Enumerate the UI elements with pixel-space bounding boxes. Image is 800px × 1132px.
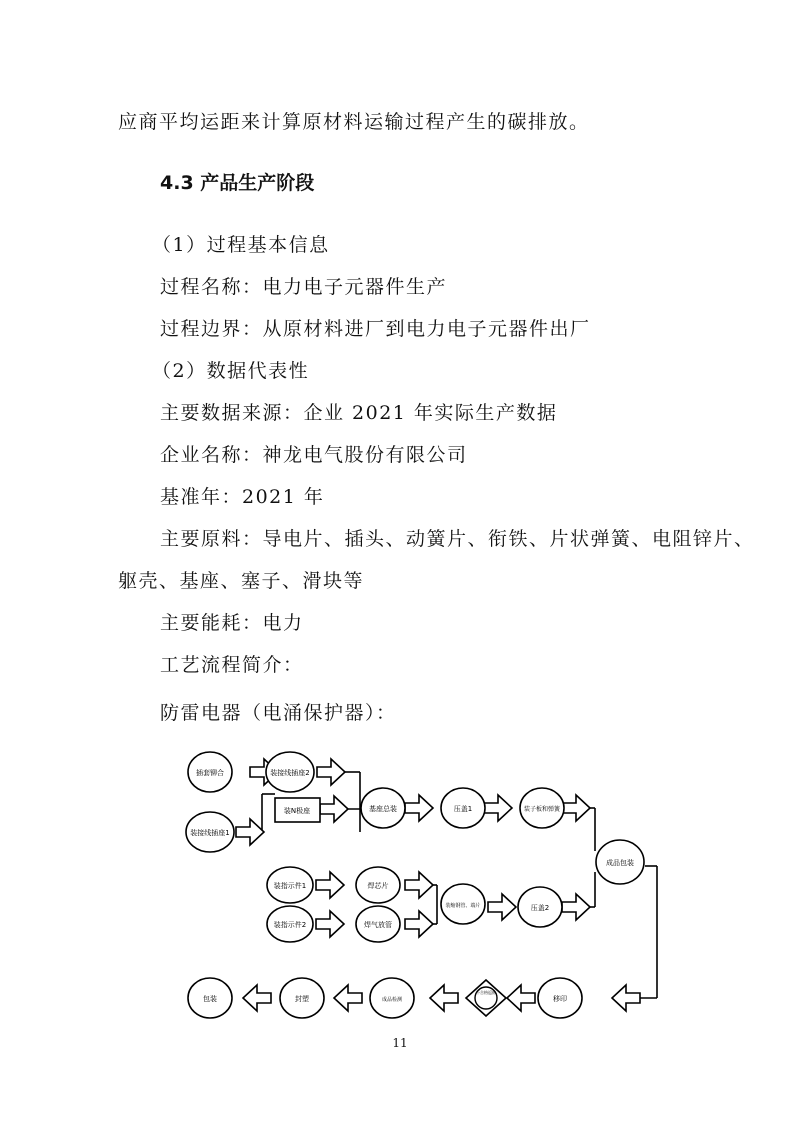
flow-node-n16 <box>466 980 506 1016</box>
flow-label-n10: 装指示件2 <box>273 921 307 929</box>
paragraph-1: 应商平均运距来计算原材料运输过程产生的碳排放。 <box>118 111 590 133</box>
flow-label-n12: 焊气放管 <box>364 921 392 929</box>
flow-label-n4: 装N极座 <box>283 807 311 815</box>
flow-label-n17: 成品检测 <box>381 997 403 1003</box>
paragraph-12: 主要能耗：电力 <box>160 612 304 634</box>
paragraph-7: 主要数据来源：企业 2021 年实际生产数据 <box>160 402 558 424</box>
paragraph-9: 基准年：2021 年 <box>160 486 325 508</box>
flow-label-n1: 插套铆合 <box>196 769 224 777</box>
section-heading: 4.3 产品生产阶段 <box>160 172 315 194</box>
flow-label-n15: 移印 <box>553 995 567 1003</box>
paragraph-5: 过程边界：从原材料进厂到电力电子元器件出厂 <box>160 318 591 340</box>
paragraph-13: 工艺流程简介： <box>160 654 304 676</box>
flow-label-n9: 装指示件1 <box>273 882 307 890</box>
paragraph-8: 企业名称：神龙电气股份有限公司 <box>160 444 468 466</box>
flow-label-n7: 装子板和弹簧 <box>523 806 561 813</box>
flow-label-n18: 封塑 <box>295 995 309 1003</box>
flow-label-n3: 装接线插座1 <box>190 829 230 837</box>
flow-label-n2: 装接线插座2 <box>270 769 310 777</box>
paragraph-6: （2）数据代表性 <box>152 360 310 382</box>
flow-label-n5: 基座总装 <box>369 805 397 813</box>
paragraph-3: （1）过程基本信息 <box>152 234 330 256</box>
paragraph-11: 躯壳、基座、塞子、滑块等 <box>118 570 365 592</box>
paragraph-4: 过程名称：电力电子元器件生产 <box>160 276 448 298</box>
flow-label-n8: 成品包装 <box>606 859 634 867</box>
flow-label-n14: 压盖2 <box>530 904 550 912</box>
page-number: 11 <box>392 1036 408 1050</box>
flow-label-n13: 装缩钢管、端片 <box>445 903 481 909</box>
flow-label-n11: 焊芯片 <box>367 882 389 890</box>
paragraph-14: 防雷电器（电涌保护器）： <box>160 702 397 724</box>
flow-label-n6: 压盖1 <box>453 805 473 813</box>
flow-label-n19: 包装 <box>203 995 217 1003</box>
flow-label-n16: 不合格返修 <box>476 990 496 995</box>
paragraph-10: 主要原料：导电片、插头、动簧片、衔铁、片状弹簧、电阻锌片、 <box>160 528 755 550</box>
